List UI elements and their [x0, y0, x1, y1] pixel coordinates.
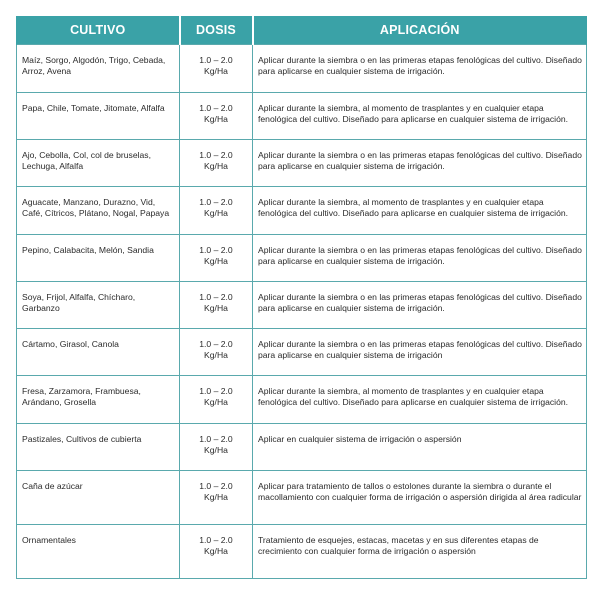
table-row: [17, 140, 587, 187]
dose-unit: Kg/Ha: [204, 208, 228, 218]
table-row: [17, 187, 587, 235]
application-cell: Tratamiento de esquejes, estacas, macetas y en sus diferentes etapas de crecimiento con cualquier forma de irrigación o aspersión: [253, 525, 587, 579]
dose-unit: Kg/Ha: [204, 66, 228, 76]
table-row: [17, 376, 587, 424]
dose-unit: Kg/Ha: [204, 350, 228, 360]
crop-cell: Soya, Frijol, Alfalfa, Chícharo, Garbanzo: [17, 282, 180, 329]
dose-unit: Kg/Ha: [204, 256, 228, 266]
crop-cell: Fresa, Zarzamora, Frambuesa, Arándano, Grosella: [17, 376, 180, 424]
crop-dosage-table: [16, 16, 587, 579]
dose-value: 1.0 – 2.0: [199, 535, 233, 545]
dose-value: 1.0 – 2.0: [199, 386, 233, 396]
crop-cell: Caña de azúcar: [17, 471, 180, 525]
crop-cell: Aguacate, Manzano, Durazno, Vid, Café, Cítricos, Plátano, Nogal, Papaya: [17, 187, 180, 235]
application-cell: Aplicar durante la siembra, al momento de trasplantes y en cualquier etapa fenológica del cultivo. Diseñado para aplicarse en cualquier sistema de irrigación.: [253, 187, 587, 235]
application-cell: Aplicar para tratamiento de tallos o estolones durante la siembra o durante el macollamiento con cualquier forma de irrigación o aspersión dirigida al área radicular: [253, 471, 587, 525]
dose-value: 1.0 – 2.0: [199, 339, 233, 349]
application-cell: Aplicar durante la siembra, al momento de trasplantes y en cualquier etapa fenológica del cultivo. Diseñado para aplicarse en cualquier sistema de irrigación.: [253, 93, 587, 140]
application-cell: Aplicar durante la siembra o en las primeras etapas fenológicas del cultivo. Diseñado para aplicarse en cualquier sistema de irrigación.: [253, 282, 587, 329]
application-cell: Aplicar durante la siembra, al momento de trasplantes y en cualquier etapa fenológica del cultivo. Diseñado para aplicarse en cualquier sistema de irrigación.: [253, 376, 587, 424]
dose-cell: [180, 187, 253, 235]
dose-unit: Kg/Ha: [204, 161, 228, 171]
dose-unit: Kg/Ha: [204, 114, 228, 124]
dose-unit: Kg/Ha: [204, 445, 228, 455]
dose-cell: [180, 235, 253, 282]
crop-cell: Ornamentales: [17, 525, 180, 579]
header-dose: DOSIS: [180, 16, 253, 45]
dose-cell: [180, 424, 253, 471]
dose-value: 1.0 – 2.0: [199, 197, 233, 207]
crop-cell: Ajo, Cebolla, Col, col de bruselas, Lechuga, Alfalfa: [17, 140, 180, 187]
dose-unit: Kg/Ha: [204, 492, 228, 502]
application-cell: Aplicar durante la siembra o en las primeras etapas fenológicas del cultivo. Diseñado para aplicarse en cualquier sistema de irrigación.: [253, 140, 587, 187]
table-row: [17, 525, 587, 579]
dose-unit: Kg/Ha: [204, 303, 228, 313]
table-row: [17, 45, 587, 93]
table-row: [17, 471, 587, 525]
dose-value: 1.0 – 2.0: [199, 103, 233, 113]
dose-cell: [180, 45, 253, 93]
dose-cell: [180, 140, 253, 187]
crop-cell: Pastizales, Cultivos de cubierta: [17, 424, 180, 471]
dose-value: 1.0 – 2.0: [199, 150, 233, 160]
dose-cell: [180, 282, 253, 329]
dose-unit: Kg/Ha: [204, 546, 228, 556]
table-row: [17, 424, 587, 471]
crop-cell: Cártamo, Girasol, Canola: [17, 329, 180, 376]
table-header-row: [17, 16, 587, 45]
dose-value: 1.0 – 2.0: [199, 292, 233, 302]
crop-cell: Maíz, Sorgo, Algodón, Trigo, Cebada, Arroz, Avena: [17, 45, 180, 93]
application-cell: Aplicar durante la siembra o en las primeras etapas fenológicas del cultivo. Diseñado para aplicarse en cualquier sistema de irrigación.: [253, 45, 587, 93]
dose-value: 1.0 – 2.0: [199, 55, 233, 65]
header-crop: CULTIVO: [17, 16, 180, 45]
dose-cell: [180, 471, 253, 525]
dose-value: 1.0 – 2.0: [199, 434, 233, 444]
application-cell: Aplicar durante la siembra o en las primeras etapas fenológicas del cultivo. Diseñado para aplicarse en cualquier sistema de irrigación.: [253, 235, 587, 282]
table-row: [17, 235, 587, 282]
table-row: [17, 329, 587, 376]
table-row: [17, 93, 587, 140]
table-row: [17, 282, 587, 329]
dose-cell: [180, 329, 253, 376]
dose-value: 1.0 – 2.0: [199, 245, 233, 255]
application-cell: Aplicar durante la siembra o en las primeras etapas fenológicas del cultivo. Diseñado para aplicarse en cualquier sistema de irrigación: [253, 329, 587, 376]
dose-value: 1.0 – 2.0: [199, 481, 233, 491]
application-cell: Aplicar en cualquier sistema de irrigación o aspersión: [253, 424, 587, 471]
dose-cell: [180, 525, 253, 579]
crop-cell: Pepino, Calabacita, Melón, Sandia: [17, 235, 180, 282]
dose-cell: [180, 376, 253, 424]
header-application: APLICACIÓN: [253, 16, 587, 45]
dose-unit: Kg/Ha: [204, 397, 228, 407]
crop-cell: Papa, Chile, Tomate, Jitomate, Alfalfa: [17, 93, 180, 140]
dose-cell: [180, 93, 253, 140]
